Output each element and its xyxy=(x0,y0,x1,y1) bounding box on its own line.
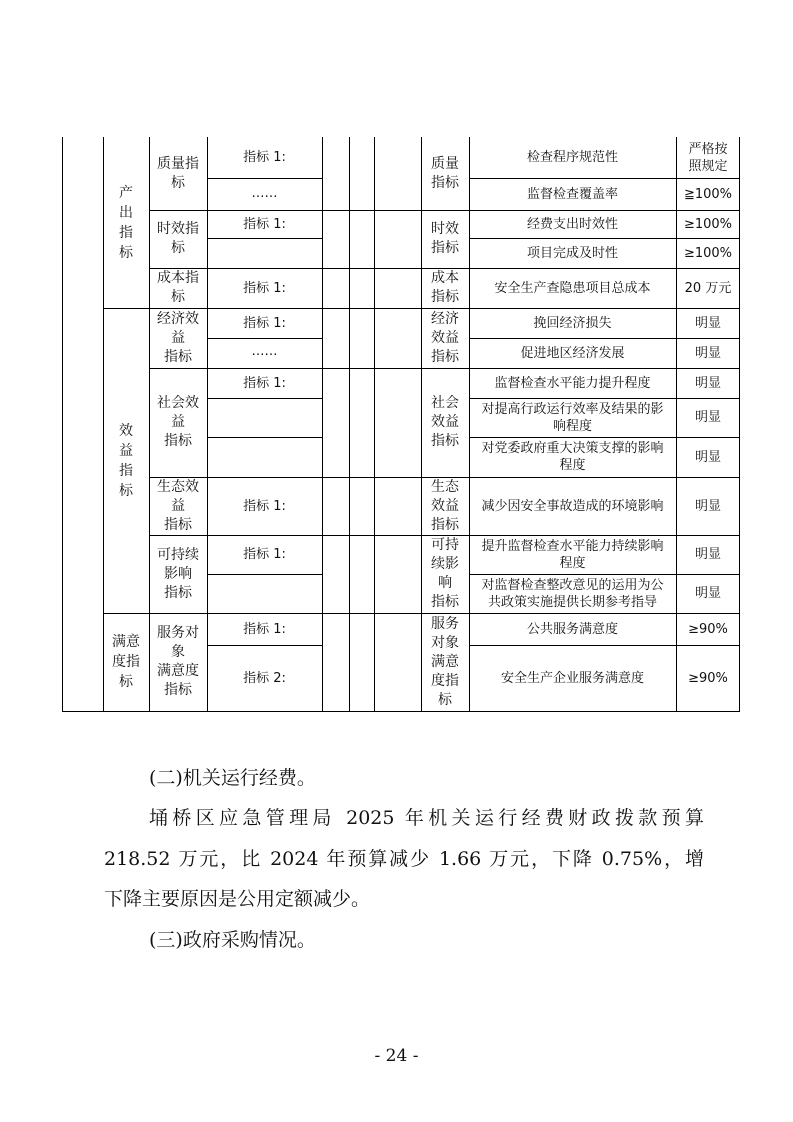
indicator-placeholder-cell: 指标 1: xyxy=(243,375,286,391)
target-value-cell: 明显 xyxy=(694,547,721,562)
table-rule xyxy=(322,137,323,711)
table-rule xyxy=(469,398,740,399)
indicator-placeholder-cell xyxy=(207,398,322,437)
indicator-item-cell: 安全生产企业服务满意度 xyxy=(500,670,644,686)
table-rule xyxy=(207,574,322,575)
indicator-placeholder-cell: 指标 1: xyxy=(243,498,286,514)
indicator-placeholder-cell: 指标 1: xyxy=(243,315,286,331)
indicator-type-cell: 经济 效益 指标 xyxy=(431,310,459,365)
indicator-item-cell: 监督检查覆盖率 xyxy=(526,186,618,202)
indicator-placeholder-cell xyxy=(207,437,322,477)
target-value-cell: 明显 xyxy=(694,315,721,331)
table-rule xyxy=(149,535,740,536)
table-rule xyxy=(149,268,740,269)
indicator-placeholder-cell: 指标 1: xyxy=(243,150,286,165)
table-rule xyxy=(676,137,677,711)
target-value-cell: ≧100% xyxy=(683,186,733,202)
indicator-placeholder-cell xyxy=(207,238,322,268)
table-rule xyxy=(469,645,740,646)
indicator-group-cell: 时效指 标 xyxy=(157,221,199,256)
indicator-item-cell: 挽回经济损失 xyxy=(533,315,612,331)
indicator-placeholder-cell: 指标 1: xyxy=(243,216,286,232)
indicator-group-cell: 服务对 象 满意度 指标 xyxy=(157,625,199,698)
table-rule xyxy=(207,338,322,339)
indicator-item-cell: 安全生产查隐患项目总成本 xyxy=(494,280,651,296)
indicator-placeholder-cell: 指标 1: xyxy=(243,621,286,637)
target-value-cell: 明显 xyxy=(694,586,721,601)
table-rule xyxy=(149,368,740,369)
indicator-item-cell: 检查程序规范性 xyxy=(526,150,618,165)
indicator-type-cell: 时效 指标 xyxy=(431,221,459,256)
indicator-placeholder-cell: 指标 2: xyxy=(243,670,286,686)
table-rule xyxy=(469,178,740,179)
target-value-cell: ≥90% xyxy=(688,670,728,686)
indicator-item-cell: 公共服务满意度 xyxy=(526,621,618,637)
target-value-cell: 明显 xyxy=(694,449,721,465)
indicator-item-cell: 经费支出时效性 xyxy=(526,216,618,232)
indicator-item-cell: 项目完成及时性 xyxy=(526,245,618,261)
indicator-group-cell: 可持续 影响 指标 xyxy=(157,546,199,601)
indicator-item-cell: 促进地区经济发展 xyxy=(520,345,625,361)
indicator-item-cell: 减少因安全事故造成的环境影响 xyxy=(481,498,664,514)
indicator-type-cell: 生态 效益 指标 xyxy=(431,478,459,533)
page-number: - 24 - xyxy=(374,1046,419,1066)
body-text-line-1: 埇桥区应急管理局 2025 年机关运行经费财政拨款预算 xyxy=(149,807,704,829)
table-right-border xyxy=(739,137,740,711)
table-rule xyxy=(207,437,322,438)
target-value-cell: 明显 xyxy=(694,345,721,361)
indicator-group-cell: 社会效 益 指标 xyxy=(157,395,199,449)
target-value-cell: 明显 xyxy=(694,375,721,391)
table-rule xyxy=(103,613,740,614)
indicator-type-cell: 可持 续影 响 指标 xyxy=(431,537,459,610)
body-text-line-2: 218.52 万元，比 2024 年预算减少 1.66 万元，下降 0.75%，增 xyxy=(104,848,704,870)
indicator-placeholder-cell xyxy=(207,574,322,613)
target-value-cell: 明显 xyxy=(694,498,721,514)
indicator-type-cell: 社会 效益 指标 xyxy=(431,395,459,449)
indicator-type-cell: 服务 对象 满意 度指 标 xyxy=(431,615,459,708)
table-rule xyxy=(469,574,740,575)
table-left-border xyxy=(62,137,63,711)
target-value-cell: ≥100% xyxy=(683,245,733,261)
table-rule xyxy=(103,137,104,711)
indicator-placeholder-cell: 指标 1: xyxy=(243,280,286,296)
table-rule xyxy=(207,137,208,711)
target-value-cell: ≥90% xyxy=(688,621,728,637)
body-text-line-3: 下降主要原因是公用定额减少。 xyxy=(104,888,371,910)
table-rule xyxy=(207,238,322,239)
indicator-type-cell: 成本 指标 xyxy=(431,270,459,305)
section-heading-procurement: (三)政府采购情况。 xyxy=(149,929,316,951)
table-rule xyxy=(421,137,422,711)
indicator-item-cell: 对监督检查整改意见的运用为公 共政策实施提供长期参考指导 xyxy=(481,577,664,610)
table-bottom-border xyxy=(62,711,740,712)
table-rule xyxy=(469,238,740,239)
category-cell: 满意 度指 标 xyxy=(112,634,140,690)
indicator-group-cell: 质量指 标 xyxy=(157,155,199,191)
indicator-group-cell: 经济效 益 指标 xyxy=(157,310,199,365)
table-rule xyxy=(149,137,150,711)
target-value-cell: 明显 xyxy=(694,410,721,425)
table-rule xyxy=(149,477,740,478)
indicator-group-cell: 生态效 益 指标 xyxy=(157,478,199,533)
table-rule xyxy=(374,137,375,711)
table-rule xyxy=(103,308,740,309)
target-value-cell: 严格按 照规定 xyxy=(688,141,728,174)
indicator-item-cell: 对党委政府重大决策支撑的影响 程度 xyxy=(481,441,664,473)
table-rule xyxy=(469,338,740,339)
indicator-item-cell: 提升监督检查水平能力持续影响 程度 xyxy=(481,538,664,571)
table-rule xyxy=(469,437,740,438)
category-cell: 产 出 指 标 xyxy=(119,184,133,261)
indicator-type-cell: 质量 指标 xyxy=(431,155,459,191)
indicator-placeholder-cell: 指标 1: xyxy=(243,547,286,562)
target-value-cell: ≥100% xyxy=(683,216,733,232)
indicator-placeholder-cell: …… xyxy=(251,186,278,201)
indicator-item-cell: 对提高行政运行效率及结果的影 响程度 xyxy=(481,401,664,434)
category-cell: 效 益 指 标 xyxy=(119,422,133,499)
target-value-cell: 20 万元 xyxy=(684,280,732,296)
table-rule xyxy=(149,210,740,211)
indicator-group-cell: 成本指 标 xyxy=(157,270,199,305)
table-rule xyxy=(207,398,322,399)
table-rule xyxy=(469,137,470,711)
table-rule xyxy=(207,178,322,179)
section-heading-operating-expenses: (二)机关运行经费。 xyxy=(149,767,316,789)
table-rule xyxy=(349,137,350,711)
indicator-placeholder-cell: …… xyxy=(251,344,278,359)
table-rule xyxy=(207,645,322,646)
indicator-item-cell: 监督检查水平能力提升程度 xyxy=(494,375,651,391)
